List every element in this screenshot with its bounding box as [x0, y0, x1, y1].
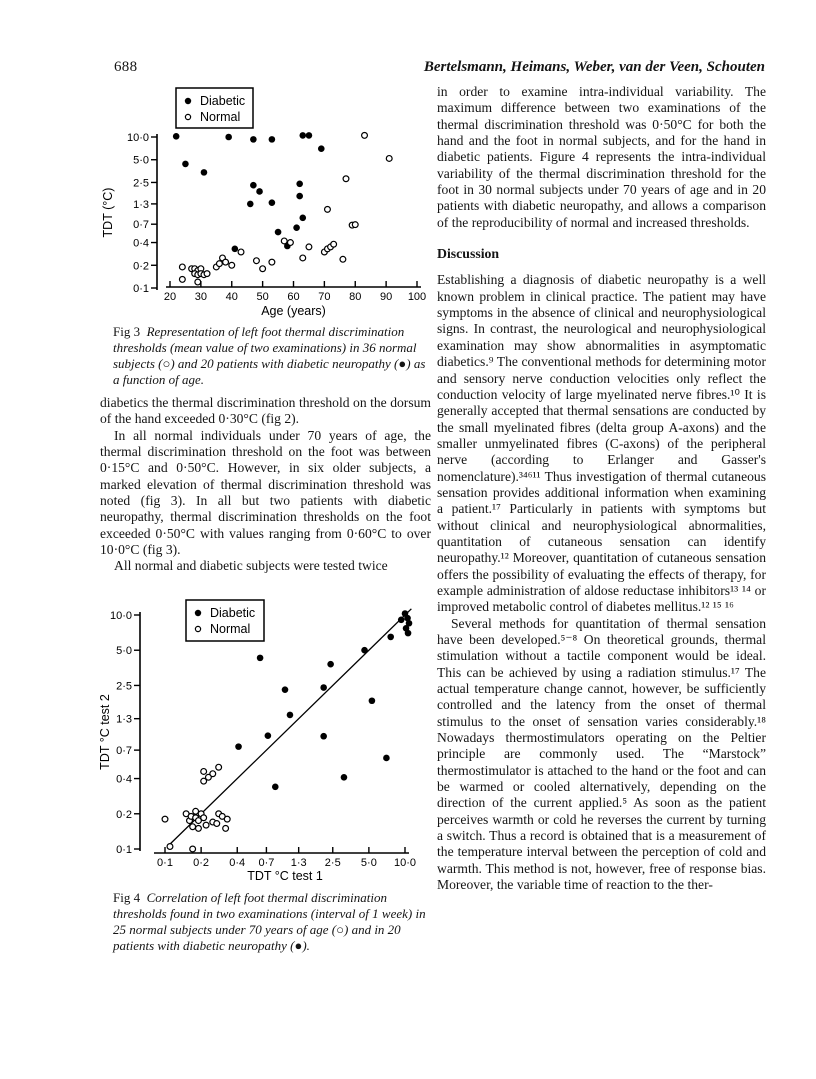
- svg-text:1·3: 1·3: [116, 713, 132, 726]
- svg-text:TDT (°C): TDT (°C): [101, 187, 115, 238]
- svg-text:TDT °C test 2: TDT °C test 2: [98, 694, 112, 770]
- svg-text:10·0: 10·0: [126, 132, 149, 144]
- right-paragraph-2: Establishing a diagnosis of diabetic neuropathy is a well known problem in clinical practice. The patient may have symptoms in the absence of clinical and neurophysiological signs. In contrast, the neurological and neurophysiological examination may show abnormalities in asymptomatic diabetics.⁹ The conventional methods for determining motor and sensory nerve conduction velocities only reflect the conduction velocity of large myelinated nerve fibres.¹⁰ It is generally accepted that thermal sensations are conducted by the small myelinated fibres (delta group A-axons) and the smaller unmyelinated fibres (C-axons) of the peripheral nerve (according to Erlanger and Gasser's nomenclature).³⁴⁶¹¹ Thus investigation of thermal cutaneous sensation provides additional information when examining a patient.¹⁷ Particularly in patients with symptoms but without clinical and neurophysiological abnormalities, quantitation of cutaneous sensation can identify neuropathy.¹² Moreover, quantitation of cutaneous sensation offers the possibility of evaluating the effects of therapy, for example administration of aldose reductase inhibitors¹³ ¹⁴ or improved metabolic control of diabetes mellitus.¹² ¹⁵ ¹⁶: [437, 272, 766, 615]
- left-paragraph-3: All normal and diabetic subjects were tested twice: [114, 558, 388, 574]
- svg-text:90: 90: [380, 291, 393, 303]
- svg-text:30: 30: [194, 291, 207, 303]
- svg-text:2·5: 2·5: [324, 857, 341, 869]
- right-paragraph-3: Several methods for quantitation of thermal sensation have been developed.⁵⁻⁸ On theoretical grounds, thermal stimulation without a tactile component would be ideal. This can be achieved by using a radiation stimulus.¹⁷ The actual temperature change cannot, however, be sufficiently controlled and the latency from the onset of thermal stimulus to the onset of sensation varies considerably.¹⁸ Nowadays thermostimulators operating on the Peltier principle are commonly used. The “Marstock” thermostimulator is attached to the hand or the foot and can be warmed or cooled alternatively, depending on the direction of the current applied.⁵ As soon as the patient perceives warmth or cold he reverses the current by turning a switch. Thus a record is obtained that is a measurement of the temperature interval between the perception of cold and warmth. This method is not, however, free of response bias. Moreover, the variable time of reaction to the ther-: [437, 615, 766, 893]
- svg-text:0·7: 0·7: [116, 745, 132, 758]
- svg-text:60: 60: [287, 291, 300, 303]
- svg-text:0·4: 0·4: [133, 237, 149, 250]
- fig4-scatter-chart: [98, 592, 438, 888]
- right-paragraph-1: in order to examine intra-individual variability. The maximum difference between two examinations of the thermal discrimination threshold was 0·50°C for both the hand and the foot in normal subjects, and for the hand in diabetic patients. Figure 4 represents the intra-individual variability of the thermal discrimination threshold for the foot in 30 normal subjects under 70 years of age and in 20 patients with diabetic neuropathy, and allows a comparison of the reproducibility of normal and increased thresholds.: [437, 84, 766, 230]
- svg-text:Diabetic: Diabetic: [210, 606, 256, 620]
- left-paragraph-2: In all normal individuals under 70 years of age, the thermal discrimination threshold on the foot was between 0·15°C and 0·50°C. However, in six older subjects, a marked elevation of thermal discrimination threshold was noted (fig 3). In all but two patients with diabetic neuropathy, thermal discrimination thresholds on the foot exceeded 0·50°C with values ranging from 0·60°C to over 10·0°C (fig 3).: [100, 427, 431, 558]
- svg-text:Normal: Normal: [210, 622, 251, 636]
- svg-text:80: 80: [349, 291, 362, 303]
- svg-text:0·1: 0·1: [116, 844, 132, 856]
- page-number: 688: [114, 59, 138, 75]
- svg-text:1·3: 1·3: [133, 198, 149, 211]
- svg-text:20: 20: [163, 291, 177, 303]
- svg-text:1·3: 1·3: [290, 857, 307, 869]
- discussion-heading: Discussion: [437, 246, 500, 262]
- svg-text:10·0: 10·0: [393, 857, 417, 869]
- svg-text:40: 40: [225, 291, 238, 303]
- running-head: Bertelsmann, Heimans, Weber, van der Veen, Schouten: [423, 59, 765, 75]
- svg-text:Diabetic: Diabetic: [200, 94, 246, 108]
- svg-text:100: 100: [407, 291, 427, 303]
- svg-text:0·7: 0·7: [258, 857, 275, 869]
- svg-text:5·0: 5·0: [116, 645, 132, 658]
- svg-text:0·1: 0·1: [157, 857, 173, 869]
- fig3-caption-label: Fig 3: [113, 324, 141, 339]
- fig3-caption: [113, 324, 431, 388]
- svg-text:0·2: 0·2: [133, 260, 149, 273]
- svg-text:5·0: 5·0: [360, 857, 377, 869]
- fig3-caption-text: Representation of left foot thermal discrimination thresholds (mean value of two examinations) in 36 normal subjects (○) and 20 patients with diabetic neuropathy (●) as a function of age.: [113, 324, 426, 387]
- svg-text:50: 50: [256, 291, 269, 303]
- svg-text:0·4: 0·4: [229, 857, 246, 869]
- fig4-caption: [113, 890, 431, 954]
- svg-text:2·5: 2·5: [133, 177, 149, 190]
- svg-text:2·5: 2·5: [116, 680, 132, 693]
- svg-text:0·1: 0·1: [133, 283, 149, 295]
- svg-text:Age (years): Age (years): [261, 304, 326, 318]
- svg-text:10·0: 10·0: [109, 610, 132, 622]
- svg-text:0·2: 0·2: [193, 857, 210, 869]
- fig4-caption-text: Correlation of left foot thermal discrimination thresholds found in two examinations (interval of 1 week) in 25 normal subjects under 70 years of age (○) and in 20 patients with diabetic neuropathy (●).: [113, 890, 426, 953]
- fig3-scatter-chart: [98, 80, 438, 325]
- svg-text:Normal: Normal: [200, 110, 241, 124]
- left-paragraph-1: diabetics the thermal discrimination threshold on the dorsum of the hand exceeded 0·30°C (fig 2).: [100, 395, 431, 427]
- fig4-caption-label: Fig 4: [113, 890, 141, 905]
- svg-text:5·0: 5·0: [133, 154, 149, 167]
- svg-text:0·4: 0·4: [116, 773, 132, 786]
- svg-text:TDT °C test 1: TDT °C test 1: [247, 869, 323, 883]
- right-column: [437, 84, 766, 894]
- svg-text:0·2: 0·2: [116, 808, 132, 821]
- left-column-body: [100, 395, 431, 575]
- svg-text:70: 70: [318, 291, 331, 303]
- svg-text:0·7: 0·7: [133, 219, 149, 232]
